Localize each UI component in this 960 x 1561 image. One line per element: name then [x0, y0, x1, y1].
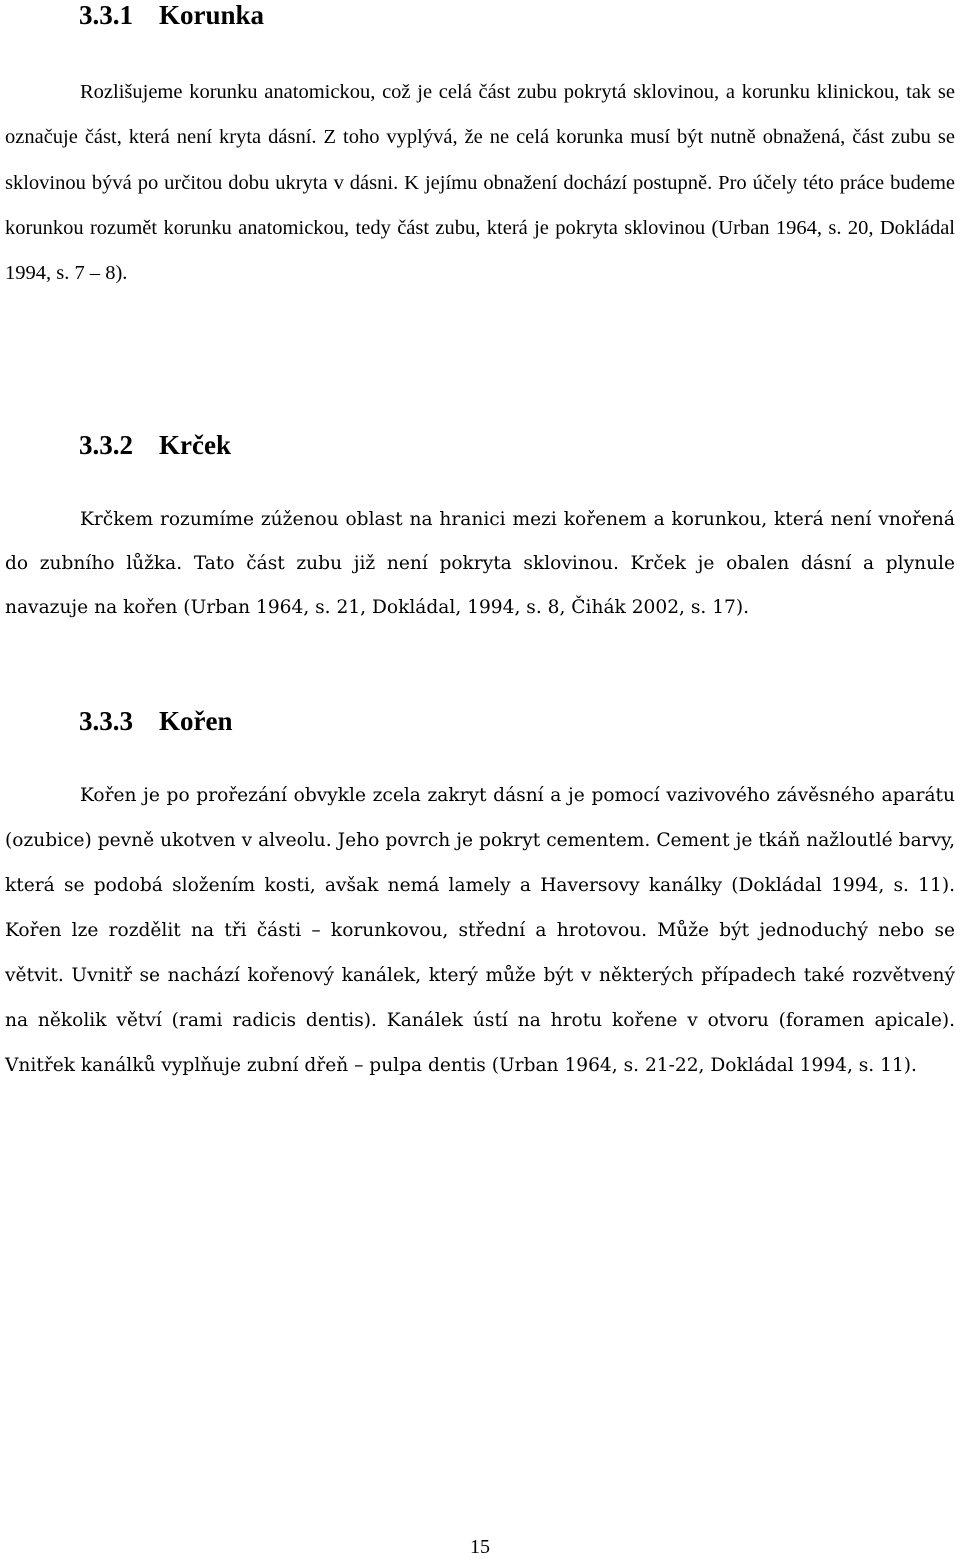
- section-heading-korunka: [79, 0, 264, 30]
- section-paragraph-krcek: Krčkem rozumíme zúženou oblast na hranici mezi kořenem a korunkou, která není vnořená do zubního lůžka. Tato část zubu již není pokryta sklovinou. Krček je obalen dásní a plynule navazuje na kořen (Urban 1964, s. 21, Dokládal, 1994, s. 8, Čihák 2002, s. 17).: [5, 509, 955, 618]
- section-heading-koren: [79, 706, 233, 736]
- section-paragraph-koren: Kořen je po prořezání obvykle zcela zakryt dásní a je pomocí vazivového závěsného aparátu (ozubice) pevně ukotven v alveolu. Jeho povrch je pokryt cementem. Cement je tkáň nažloutlé barvy, která se podobá složením kosti, avšak nemá lamely a Haversovy kanálky (Dokládal 1994, s. 11). Kořen lze rozdělit na tři části – korunkovou, střední a hrotovou. Může být jednoduchý nebo se větvit. Uvnitř se nachází kořenový kanálek, který může být v některých případech také rozvětvený na několik větví (rami radicis dentis). Kanálek ústí na hrotu kořene v otvoru (foramen apicale). Vnitřek kanálků vyplňuje zubní dřeň – pulpa dentis (Urban 1964, s. 21-22, Dokládal 1994, s. 11).: [5, 785, 955, 1076]
- section-number: 3.3.2: [79, 430, 133, 460]
- section-title: Kořen: [159, 706, 233, 736]
- section-number: 3.3.1: [79, 0, 133, 30]
- page-number: 15: [470, 1536, 490, 1558]
- section-number: 3.3.3: [79, 706, 133, 736]
- section-heading-krcek: [79, 430, 231, 460]
- section-title: Korunka: [159, 0, 265, 30]
- section-paragraph-korunka: Rozlišujeme korunku anatomickou, což je celá část zubu pokrytá sklovinou, a korunku klinickou, tak se označuje část, která není kryta dásní. Z toho vyplývá, že ne celá korunka musí být nutně obnažená, část zubu se sklovinou bývá po určitou dobu ukryta v dásni. K jejímu obnažení dochází postupně. Pro účely této práce budeme korunkou rozumět korunku anatomickou, tedy část zubu, která je pokryta sklovinou (Urban 1964, s. 20, Dokládal 1994, s. 7 – 8).: [5, 81, 955, 285]
- section-title: Krček: [159, 430, 231, 460]
